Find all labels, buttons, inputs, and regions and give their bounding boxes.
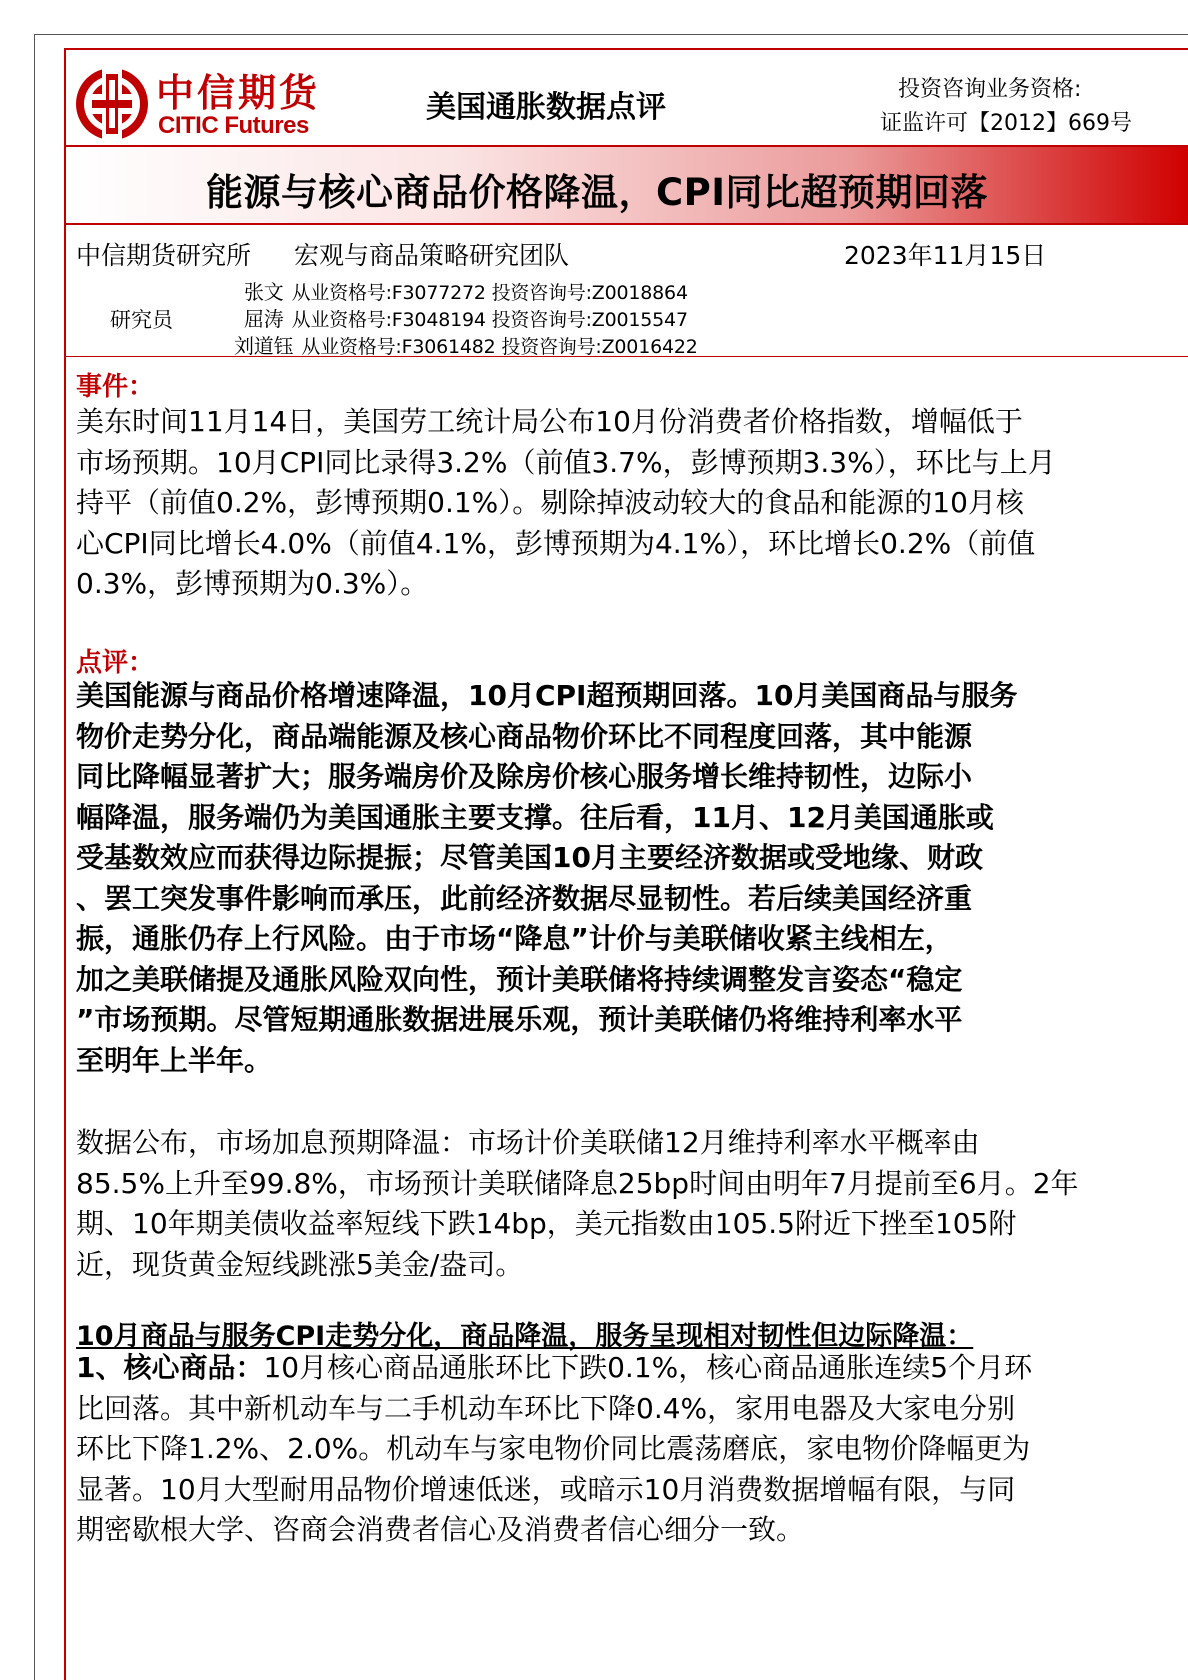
text-line: 0.3%，彭博预期为0.3%）。 [76, 567, 429, 600]
report-type: 美国通胀数据点评 [426, 90, 666, 125]
report-header [66, 50, 1188, 155]
text-line: 期密歇根大学、咨商会消费者信心及消费者信心细分一致。 [76, 1513, 805, 1546]
text-line: 美东时间11月14日，美国劳工统计局公布10月份消费者价格指数，增幅低于 [76, 405, 1023, 438]
review-paragraph [76, 676, 1188, 1081]
researcher-label: 研究员 [110, 308, 173, 332]
meta-divider [66, 356, 1188, 357]
text-line: 85.5%上升至99.8%，市场预计美联储降息25bp时间由明年7月提前至6月。2年 [76, 1166, 1079, 1200]
analyst-credentials: 从业资格号:F3077272 投资咨询号:Z0018864 [291, 282, 688, 304]
analyst-name: 刘道钰 [234, 334, 294, 358]
text-line: 显著。10月大型耐用品物价增速低迷，或暗示10月消费数据增幅有限，与同 [76, 1472, 1016, 1506]
core-goods-label: 1、核心商品： [76, 1351, 264, 1384]
text-line: 市场预期。10月CPI同比录得3.2%（前值3.7%，彭博预期3.3%），环比与上月 [76, 445, 1056, 479]
text-line: 至明年上半年。 [76, 1043, 273, 1077]
market-paragraph [76, 1123, 1188, 1285]
event-heading: 事件： [76, 372, 155, 402]
text-line: 数据公布，市场加息预期降温：市场计价美联储12月维持利率水平概率由 [76, 1126, 980, 1159]
citic-logo-icon [72, 64, 152, 144]
text-line: 近，现货黄金短线跳涨5美金/盎司。 [76, 1247, 524, 1281]
analyst-credentials: 从业资格号:F3061482 投资咨询号:Z0016422 [301, 336, 698, 358]
analyst-name: 张文 [244, 280, 284, 304]
analyst-credentials: 从业资格号:F3048194 投资咨询号:Z0015547 [291, 309, 688, 331]
analyst-name: 屈涛 [244, 307, 284, 331]
analyst-row [234, 330, 698, 359]
event-paragraph [76, 402, 1188, 605]
text-line: 幅降温，服务端仍为美国通胀主要支撑。往后看，11月、12月美国通胀或 [76, 800, 994, 834]
text-line: 物价走势分化，商品端能源及核心商品物价环比不同程度回落，其中能源 [76, 719, 973, 753]
brand-name-en: CITIC Futures [158, 112, 309, 139]
review-heading: 点评： [76, 648, 155, 678]
text-line: 比回落。其中新机动车与二手机动车环比下降0.4%，家用电器及大家电分别 [76, 1391, 1016, 1425]
text-line: 环比下降1.2%、2.0%。机动车与家电物价同比震荡磨底，家电物价降幅更为 [76, 1432, 1031, 1465]
text-line: 持平（前值0.2%，彭博预期0.1%）。剔除掉波动较大的食品和能源的10月核 [76, 486, 1024, 519]
text-line: 美国能源与商品价格增速降温，10月CPI超预期回落。10月美国商品与服务 [76, 679, 1018, 712]
text-line: 受基数效应而获得边际提振；尽管美国10月主要经济数据或受地缘、财政 [76, 841, 983, 874]
report-title: 能源与核心商品价格降温，CPI同比超预期回落 [206, 171, 989, 214]
team-name: 宏观与商品策略研究团队 [294, 241, 570, 270]
text-line: 10月核心商品通胀环比下跌0.1%，核心商品通胀连续5个月环 [263, 1351, 1033, 1384]
text-line: 、罢工突发事件影响而承压，此前经济数据尽显韧性。若后续美国经济重 [76, 881, 973, 915]
text-line: 加之美联储提及通胀风险双向性，预计美联储将持续调整发言姿态“稳定 [76, 962, 963, 996]
text-line: 振，通胀仍存上行风险。由于市场“降息”计价与美联储收紧主线相左， [76, 922, 953, 955]
analyst-row [244, 276, 688, 305]
text-line: 同比降幅显著扩大；服务端房价及除房价核心服务增长维持韧性，边际小 [76, 760, 973, 793]
institute-name: 中信期货研究所 [76, 241, 252, 270]
qualification-line-1: 投资咨询业务资格: [898, 77, 1082, 102]
qualification-line-2: 证监许可【2012】669号 [880, 111, 1132, 136]
text-line: 心CPI同比增长4.0%（前值4.1%，彭博预期为4.1%），环比增长0.2%（前值 [76, 526, 1036, 560]
brand-name-cn: 中信期货 [156, 71, 321, 115]
text-line: 期、10年期美债收益率短线下跌14bp，美元指数由105.5附近下挫至105附 [76, 1207, 1017, 1240]
core-goods-paragraph [76, 1348, 1188, 1551]
goods-services-heading: 10月商品与服务CPI走势分化，商品降温，服务呈现相对韧性但边际降温： [76, 1321, 974, 1352]
text-line: ”市场预期。尽管短期通胀数据进展乐观，预计美联储仍将维持利率水平 [76, 1003, 963, 1036]
analyst-row [244, 303, 688, 332]
report-date: 2023年11月15日 [844, 241, 1047, 270]
report-page [64, 48, 1188, 1680]
